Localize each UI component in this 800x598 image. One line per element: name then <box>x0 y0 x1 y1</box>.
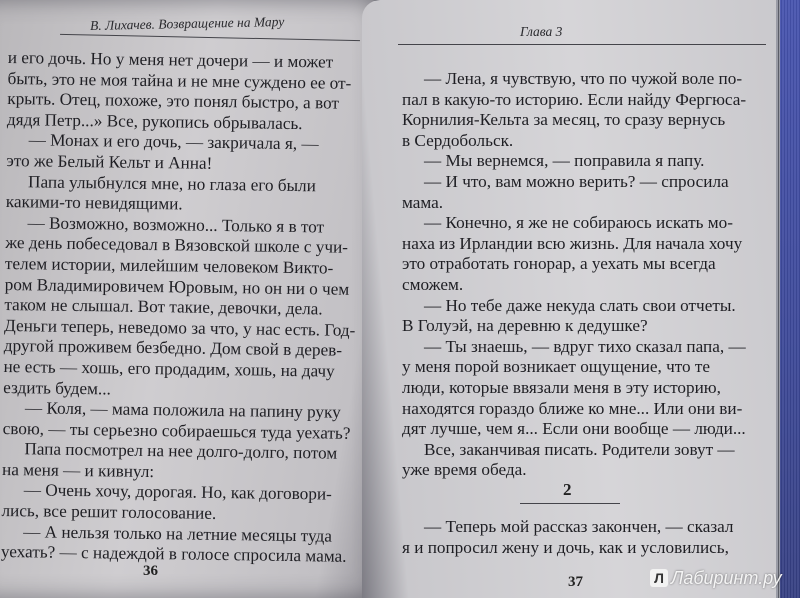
text-line: — И что, вам можно верить? — спросила <box>424 171 729 191</box>
text-line: — Но тебе даже некуда слать свои отчеты. <box>424 295 736 315</box>
text-line: крыть. Отец, похоже, это понял быстро, а вот <box>7 89 340 113</box>
text-line: Папа улыбнулся мне, но глаза его были <box>28 171 317 195</box>
text-line: — Конечно, я же не собираюсь искать мо- <box>424 213 733 233</box>
text-line: Все, заканчивая писать. Родители зовут — <box>424 439 735 459</box>
text-line: В Голуэй, на деревню к дедушке? <box>402 316 648 336</box>
text-line: Папа посмотрел на нее долго-долго, потом <box>24 439 338 463</box>
text-line: — Ты знаешь, — вдруг тихо сказал папа, — <box>424 336 746 356</box>
text-line: уехать? — с надеждой в голосе спросила мама. <box>0 542 347 567</box>
text-line: — Мы вернемся, — поправила я папу. <box>424 151 705 171</box>
text-line: находятся гораздо ближе ко мне... Или они ви- <box>402 398 743 418</box>
labirint-watermark <box>650 566 790 590</box>
right-header-rule <box>398 44 766 45</box>
text-line: — Теперь мой рассказ закончен, — сказал <box>424 517 734 536</box>
section-number: 2 <box>563 480 572 499</box>
text-line: — Очень хочу, дорогая. Но, как договори- <box>23 480 332 505</box>
text-line: не есть — хошь, его продадим, хошь, на дачу <box>3 356 335 381</box>
text-line: таком не слышал. Вот такие, девочки, дела. <box>4 295 323 319</box>
section-rule <box>520 503 620 504</box>
text-line: другой проживем безбедно. Дом свой в дерев- <box>3 336 343 361</box>
left-page-number: 36 <box>143 563 158 579</box>
text-line: Деньги теперь, неведомо за что, у нас есть. Год- <box>3 315 356 340</box>
text-line: — Коля, — мама положила на папину руку <box>24 398 341 422</box>
right-page-number: 37 <box>568 574 583 590</box>
text-line: на меня — и кивнул: <box>1 459 155 481</box>
text-line: быть, это не моя тайна и не мне суждено ее от- <box>7 68 352 93</box>
right-running-head: Глава 3 <box>520 24 563 39</box>
text-line: я и попросил жену и дочь, как и условились, <box>402 537 729 557</box>
left-page-text <box>1 48 359 568</box>
text-line: — Лена, я чувствую, что по чужой воле по- <box>424 69 743 88</box>
left-running-head: В. Лихачев. Возвращение на Мару <box>89 13 285 34</box>
text-line: — Монах и его дочь, — закричала я, — <box>28 130 319 154</box>
text-line: в Сердобольск. <box>402 130 514 150</box>
text-line: телем истории, милейшим человеком Викто- <box>4 253 334 278</box>
text-line: уже время обеда. <box>402 460 527 480</box>
book-cover-edge <box>780 0 800 598</box>
text-line: же день побеседовал в Вязовской школе с учи- <box>5 233 349 258</box>
text-line: и его дочь. Но у меня нет дочери — и может <box>7 48 334 72</box>
text-line: ездить будем... <box>3 377 112 398</box>
text-line: дят лучше, чем я... Если они вообще — люди... <box>402 419 746 439</box>
text-line: ром Владимировичем Юровым, но он ни о чем <box>4 274 350 299</box>
text-line: наха из Ирландии всю жизнь. Для начала хочу <box>402 233 743 253</box>
text-line: это отработать гонорар, а уехать мы всегда <box>402 254 716 274</box>
watermark-text: Лабиринт.ру <box>671 567 782 588</box>
labirint-logo-icon: Л <box>650 569 668 587</box>
text-line: у меня порой возникает ощущение, что те <box>402 357 711 377</box>
text-line: свою, — ты серьезно собираешься туда уехать? <box>2 418 351 443</box>
right-page-text <box>402 69 746 481</box>
text-line: лись, все решит голосование. <box>1 501 217 524</box>
right-page-after-section-text <box>402 517 734 558</box>
text-line: пал в какую-то историю. Если найду Фергюса- <box>402 89 747 109</box>
text-line: — А нельзя только на летние месяцы туда <box>23 521 333 546</box>
text-line: — Возможно, возможно... Только я в тот <box>27 213 325 237</box>
text-line: это же Белый Кельт и Анна! <box>6 150 213 173</box>
text-line: люди, которые ввязали меня в эту историю, <box>402 377 721 397</box>
text-line: сможем. <box>402 274 464 294</box>
text-line: Корнилия-Кельта за месяц, то сразу вернусь <box>402 110 726 130</box>
text-line: мама. <box>402 192 444 212</box>
text-line: какими-то невидящими. <box>5 192 183 214</box>
text-line: дядя Петр...» Все, рукопись обрывалась. <box>6 109 303 133</box>
